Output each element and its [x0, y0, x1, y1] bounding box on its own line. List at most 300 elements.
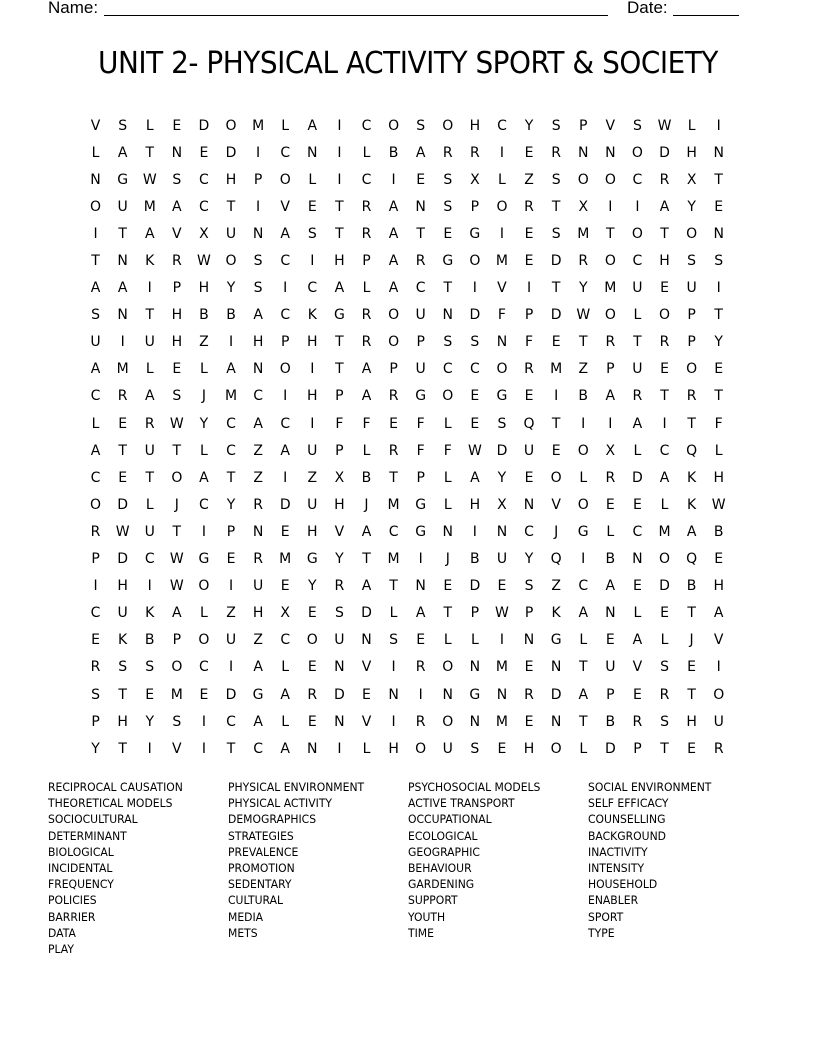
grid-letter: P — [172, 280, 182, 297]
grid-letter: U — [307, 496, 318, 513]
grid-letter: G — [415, 496, 427, 513]
grid-letter: I — [635, 198, 640, 215]
grid-letter: V — [172, 740, 182, 757]
grid-letter: H — [713, 578, 724, 595]
word-list-item: SEDENTARY — [228, 877, 292, 892]
grid-letter: C — [199, 171, 209, 188]
grid-letter: O — [659, 551, 671, 568]
word-list-item: FREQUENCY — [48, 877, 114, 892]
grid-letter: O — [577, 442, 589, 459]
grid-letter: E — [416, 171, 426, 188]
grid-letter: P — [633, 740, 642, 757]
grid-letter: N — [713, 144, 724, 161]
grid-letter: M — [387, 496, 400, 513]
grid-letter: T — [226, 469, 236, 486]
grid-letter: E — [632, 578, 642, 595]
grid-letter: R — [713, 740, 724, 757]
grid-letter: N — [415, 578, 426, 595]
grid-letter: U — [307, 442, 318, 459]
grid-letter: E — [660, 361, 669, 378]
word-list-item: INCIDENTAL — [48, 861, 113, 876]
grid-letter: I — [337, 740, 342, 757]
grid-letter: P — [280, 334, 290, 351]
grid-letter: H — [198, 280, 210, 297]
grid-letter: R — [144, 415, 155, 432]
word-list-column — [228, 779, 408, 957]
grid-letter: N — [307, 144, 318, 161]
grid-letter: H — [713, 469, 724, 486]
word-list-item: MEDIA — [228, 909, 264, 924]
grid-letter: P — [416, 334, 425, 351]
grid-letter: N — [90, 171, 101, 188]
grid-letter: W — [169, 415, 184, 432]
grid-letter: I — [283, 388, 288, 405]
grid-letter: T — [118, 740, 127, 757]
name-field[interactable] — [104, 15, 608, 16]
grid-letter: O — [279, 171, 291, 188]
grid-letter: A — [605, 388, 616, 405]
grid-letter: I — [716, 117, 721, 134]
grid-letter: O — [550, 469, 562, 486]
grid-letter: R — [361, 334, 372, 351]
grid-letter: T — [416, 225, 425, 242]
grid-letter: H — [686, 713, 697, 730]
grid-letter: A — [226, 361, 236, 378]
grid-letter: L — [145, 496, 154, 513]
grid-letter: L — [362, 740, 371, 757]
grid-letter: E — [524, 144, 534, 161]
grid-letter: A — [90, 442, 101, 459]
grid-letter: Z — [199, 334, 209, 351]
grid-letter: C — [199, 198, 209, 215]
grid-letter: T — [226, 740, 236, 757]
grid-letter: Y — [687, 198, 696, 215]
grid-letter: U — [523, 442, 535, 459]
grid-letter: I — [418, 686, 423, 703]
grid-letter: E — [118, 469, 128, 486]
grid-letter: L — [389, 605, 398, 622]
grid-letter: D — [198, 117, 210, 134]
grid-letter: E — [687, 740, 697, 757]
grid-letter: O — [686, 225, 698, 242]
grid-letter: N — [252, 523, 264, 540]
grid-letter: C — [253, 388, 263, 405]
grid-letter: N — [442, 523, 453, 540]
grid-letter: P — [470, 605, 480, 622]
grid-letter: W — [115, 523, 130, 540]
grid-letter: R — [415, 253, 426, 270]
grid-letter: T — [660, 740, 669, 757]
grid-letter: C — [361, 171, 372, 188]
word-list-item: TYPE — [588, 925, 615, 940]
grid-letter: V — [632, 659, 643, 676]
grid-letter: E — [605, 496, 615, 513]
grid-letter: E — [714, 361, 724, 378]
grid-letter: K — [118, 632, 128, 649]
grid-letter: T — [443, 280, 453, 297]
grid-letter: E — [687, 659, 697, 676]
grid-letter: M — [495, 253, 508, 270]
grid-letter: A — [659, 198, 670, 215]
grid-letter: N — [496, 334, 508, 351]
grid-letter: U — [144, 334, 155, 351]
grid-letter: A — [361, 578, 372, 595]
word-list-item: PHYSICAL ENVIRONMENT — [228, 780, 365, 794]
grid-letter: S — [632, 117, 642, 134]
grid-letter: S — [253, 253, 263, 270]
grid-letter: U — [632, 361, 643, 378]
grid-letter: O — [415, 740, 427, 757]
grid-letter: K — [145, 253, 155, 270]
grid-letter: J — [174, 496, 179, 513]
grid-letter: R — [551, 144, 561, 161]
grid-letter: T — [633, 334, 642, 351]
grid-letter: F — [416, 442, 425, 459]
grid-letter: N — [469, 713, 481, 730]
grid-letter: A — [253, 713, 263, 730]
grid-letter: S — [172, 713, 182, 730]
grid-letter: R — [90, 659, 101, 676]
grid-letter: O — [90, 496, 102, 513]
grid-letter: E — [443, 225, 453, 242]
grid-letter: I — [337, 117, 342, 134]
grid-letter: L — [200, 605, 208, 622]
grid-letter: C — [659, 442, 670, 459]
grid-letter: R — [469, 144, 480, 161]
grid-letter: Y — [335, 551, 344, 568]
grid-letter: I — [391, 171, 396, 188]
grid-letter: C — [388, 523, 399, 540]
grid-letter: E — [497, 740, 507, 757]
grid-letter: O — [496, 198, 508, 215]
grid-letter: A — [388, 280, 399, 297]
grid-letter: L — [470, 632, 479, 649]
grid-letter: E — [443, 578, 453, 595]
grid-letter: F — [443, 442, 452, 459]
grid-letter: O — [279, 361, 291, 378]
grid-letter: P — [524, 307, 534, 324]
grid-letter: V — [361, 659, 372, 676]
grid-letter: S — [145, 659, 155, 676]
grid-letter: L — [362, 144, 371, 161]
grid-letter: T — [389, 578, 398, 595]
word-list-item: METS — [228, 925, 258, 940]
grid-letter: O — [713, 686, 725, 703]
grid-letter: N — [171, 144, 183, 161]
grid-letter: O — [225, 117, 237, 134]
grid-letter: W — [467, 442, 482, 459]
grid-letter: T — [578, 659, 588, 676]
grid-letter: E — [416, 632, 426, 649]
grid-letter: A — [90, 361, 101, 378]
grid-letter: U — [496, 551, 508, 568]
grid-letter: N — [442, 686, 453, 703]
grid-letter: J — [689, 632, 694, 649]
grid-letter: L — [443, 415, 452, 432]
grid-letter: O — [388, 334, 400, 351]
grid-letter: K — [307, 307, 317, 324]
grid-letter: X — [686, 171, 697, 188]
grid-letter: I — [662, 415, 667, 432]
grid-letter: O — [496, 361, 508, 378]
grid-letter: N — [469, 659, 481, 676]
grid-letter: N — [334, 713, 345, 730]
grid-letter: E — [199, 144, 209, 161]
grid-letter: P — [91, 551, 100, 568]
grid-letter: D — [550, 253, 562, 270]
grid-letter: I — [526, 280, 532, 297]
grid-letter: C — [307, 280, 318, 297]
grid-letter: V — [551, 496, 561, 513]
grid-letter: P — [606, 361, 615, 378]
grid-letter: S — [253, 280, 263, 297]
grid-letter: Q — [686, 442, 698, 459]
grid-letter: A — [307, 117, 318, 134]
grid-letter: H — [334, 253, 345, 270]
grid-letter: T — [362, 551, 371, 568]
word-list-item: OCCUPATIONAL — [408, 812, 492, 827]
grid-letter: U — [117, 605, 128, 622]
grid-letter: O — [442, 659, 454, 676]
grid-letter: I — [499, 632, 505, 649]
grid-letter: C — [632, 253, 643, 270]
grid-letter: G — [252, 686, 264, 703]
word-list-item: DETERMINANT — [48, 828, 127, 843]
grid-letter: H — [171, 334, 183, 351]
grid-letter: R — [334, 578, 345, 595]
grid-letter: D — [469, 307, 481, 324]
grid-letter: I — [608, 415, 613, 432]
grid-letter: I — [716, 659, 721, 676]
grid-letter: S — [307, 225, 317, 242]
grid-letter: C — [280, 415, 291, 432]
grid-letter: E — [307, 713, 317, 730]
grid-letter: I — [147, 740, 152, 757]
grid-letter: D — [550, 307, 562, 324]
grid-letter: A — [361, 388, 372, 405]
grid-letter: V — [497, 280, 507, 297]
word-list-item: BARRIER — [48, 909, 96, 924]
grid-letter: L — [714, 442, 723, 459]
grid-letter: C — [90, 469, 101, 486]
grid-letter: I — [228, 659, 234, 676]
word-list-item: SPORT — [588, 909, 624, 924]
grid-letter: C — [280, 307, 291, 324]
grid-letter: S — [551, 225, 561, 242]
grid-letter: A — [686, 523, 697, 540]
grid-letter: M — [116, 361, 129, 378]
date-field[interactable] — [673, 15, 739, 16]
grid-letter: I — [120, 334, 125, 351]
word-list-item: POLICIES — [48, 893, 97, 908]
grid-letter: C — [226, 442, 236, 459]
grid-letter: T — [172, 523, 182, 540]
grid-letter: A — [334, 280, 345, 297]
grid-letter: X — [605, 442, 616, 459]
grid-letter: N — [252, 225, 264, 242]
grid-letter: R — [388, 388, 399, 405]
grid-letter: B — [388, 144, 399, 161]
grid-letter: A — [144, 388, 155, 405]
grid-letter: Y — [226, 496, 236, 513]
word-list-item: BEHAVIOUR — [408, 861, 472, 876]
grid-letter: E — [714, 198, 724, 215]
grid-letter: I — [147, 578, 152, 595]
grid-letter: Q — [550, 551, 562, 568]
grid-letter: I — [228, 334, 234, 351]
grid-letter: L — [443, 632, 452, 649]
grid-letter: O — [604, 253, 616, 270]
header-fields — [0, 0, 816, 20]
grid-letter: W — [169, 578, 184, 595]
grid-letter: K — [551, 605, 561, 622]
grid-letter: B — [578, 388, 589, 405]
grid-letter: T — [389, 469, 398, 486]
grid-letter: L — [579, 469, 588, 486]
grid-letter: V — [172, 225, 182, 242]
grid-letter: E — [551, 442, 561, 459]
word-list-item: RECIPROCAL CAUSATION — [48, 780, 183, 794]
grid-letter: A — [280, 686, 290, 703]
grid-letter: Z — [551, 578, 561, 595]
grid-letter: S — [416, 117, 426, 134]
grid-letter: S — [470, 740, 480, 757]
grid-letter: H — [388, 740, 399, 757]
grid-letter: S — [91, 307, 100, 324]
grid-letter: Y — [145, 713, 155, 730]
grid-letter: E — [660, 605, 669, 622]
grid-letter: E — [470, 415, 480, 432]
grid-letter: U — [415, 361, 426, 378]
grid-letter: A — [415, 605, 426, 622]
grid-letter: Z — [307, 469, 318, 486]
grid-letter: T — [551, 280, 561, 297]
grid-letter: N — [577, 144, 589, 161]
grid-letter: I — [201, 523, 206, 540]
grid-letter: O — [90, 198, 102, 215]
grid-letter: S — [660, 659, 669, 676]
grid-letter: D — [117, 551, 129, 568]
grid-letter: U — [144, 442, 155, 459]
grid-letter: Z — [578, 361, 589, 378]
grid-letter: O — [306, 632, 318, 649]
grid-letter: N — [632, 551, 643, 568]
word-list-item: ECOLOGICAL — [408, 828, 478, 843]
grid-letter: A — [117, 144, 128, 161]
grid-letter: C — [144, 551, 155, 568]
grid-letter: U — [225, 225, 237, 242]
grid-letter: F — [714, 415, 723, 432]
grid-letter: P — [172, 632, 182, 649]
grid-letter: T — [687, 686, 696, 703]
grid-letter: X — [578, 198, 589, 215]
grid-letter: W — [711, 496, 726, 513]
grid-letter: C — [226, 713, 236, 730]
grid-letter: A — [470, 469, 480, 486]
grid-letter: R — [90, 523, 101, 540]
grid-letter: L — [91, 144, 100, 161]
grid-letter: P — [335, 442, 344, 459]
grid-letter: T — [714, 307, 723, 324]
grid-letter: A — [605, 578, 616, 595]
grid-letter: R — [524, 361, 534, 378]
grid-letter: M — [143, 198, 156, 215]
grid-letter: S — [389, 632, 399, 649]
grid-letter: Y — [714, 334, 723, 351]
grid-letter: Y — [199, 415, 209, 432]
word-list-item: ENABLER — [588, 893, 639, 908]
grid-letter: U — [713, 713, 724, 730]
grid-letter: K — [145, 605, 155, 622]
grid-letter: R — [415, 713, 426, 730]
grid-letter: R — [659, 686, 670, 703]
grid-letter: H — [686, 144, 697, 161]
grid-letter: H — [334, 496, 345, 513]
grid-letter: S — [551, 117, 561, 134]
grid-letter: L — [443, 496, 452, 513]
grid-letter: R — [415, 659, 426, 676]
grid-letter: G — [442, 253, 454, 270]
grid-letter: Z — [524, 171, 534, 188]
grid-letter: P — [362, 253, 371, 270]
grid-letter: V — [280, 198, 290, 215]
grid-letter: H — [171, 307, 183, 324]
grid-letter: M — [387, 551, 400, 568]
grid-letter: D — [550, 686, 562, 703]
grid-letter: T — [660, 225, 669, 242]
grid-letter: N — [361, 632, 372, 649]
grid-letter: L — [200, 361, 208, 378]
grid-letter: B — [470, 551, 480, 568]
grid-letter: N — [252, 361, 264, 378]
grid-letter: I — [337, 171, 342, 188]
grid-letter: W — [142, 171, 157, 188]
grid-letter: N — [713, 225, 724, 242]
grid-letter: T — [578, 334, 588, 351]
grid-letter: A — [388, 253, 399, 270]
grid-letter: E — [199, 686, 209, 703]
name-label: Name: — [48, 0, 99, 17]
grid-letter: E — [524, 225, 534, 242]
grid-letter: I — [499, 144, 505, 161]
grid-letter: I — [256, 198, 261, 215]
grid-letter: B — [605, 713, 616, 730]
grid-letter: P — [389, 361, 398, 378]
grid-letter: D — [496, 442, 508, 459]
grid-letter: T — [118, 686, 127, 703]
grid-letter: M — [495, 659, 508, 676]
grid-letter: L — [281, 713, 290, 730]
grid-letter: B — [605, 551, 616, 568]
grid-letter: C — [578, 578, 589, 595]
grid-letter: I — [472, 280, 477, 297]
grid-letter: N — [117, 307, 128, 324]
grid-letter: R — [253, 551, 263, 568]
grid-letter: Y — [524, 551, 534, 568]
grid-letter: Y — [524, 117, 534, 134]
grid-letter: P — [416, 469, 425, 486]
grid-letter: T — [335, 225, 344, 242]
grid-letter: H — [469, 496, 481, 513]
word-search-grid — [82, 112, 732, 762]
grid-letter: T — [226, 198, 236, 215]
grid-letter: S — [470, 334, 480, 351]
grid-letter: L — [362, 280, 371, 297]
grid-letter: I — [337, 144, 342, 161]
grid-letter: T — [606, 225, 615, 242]
grid-letter: Z — [253, 632, 263, 649]
grid-letter: R — [388, 442, 399, 459]
